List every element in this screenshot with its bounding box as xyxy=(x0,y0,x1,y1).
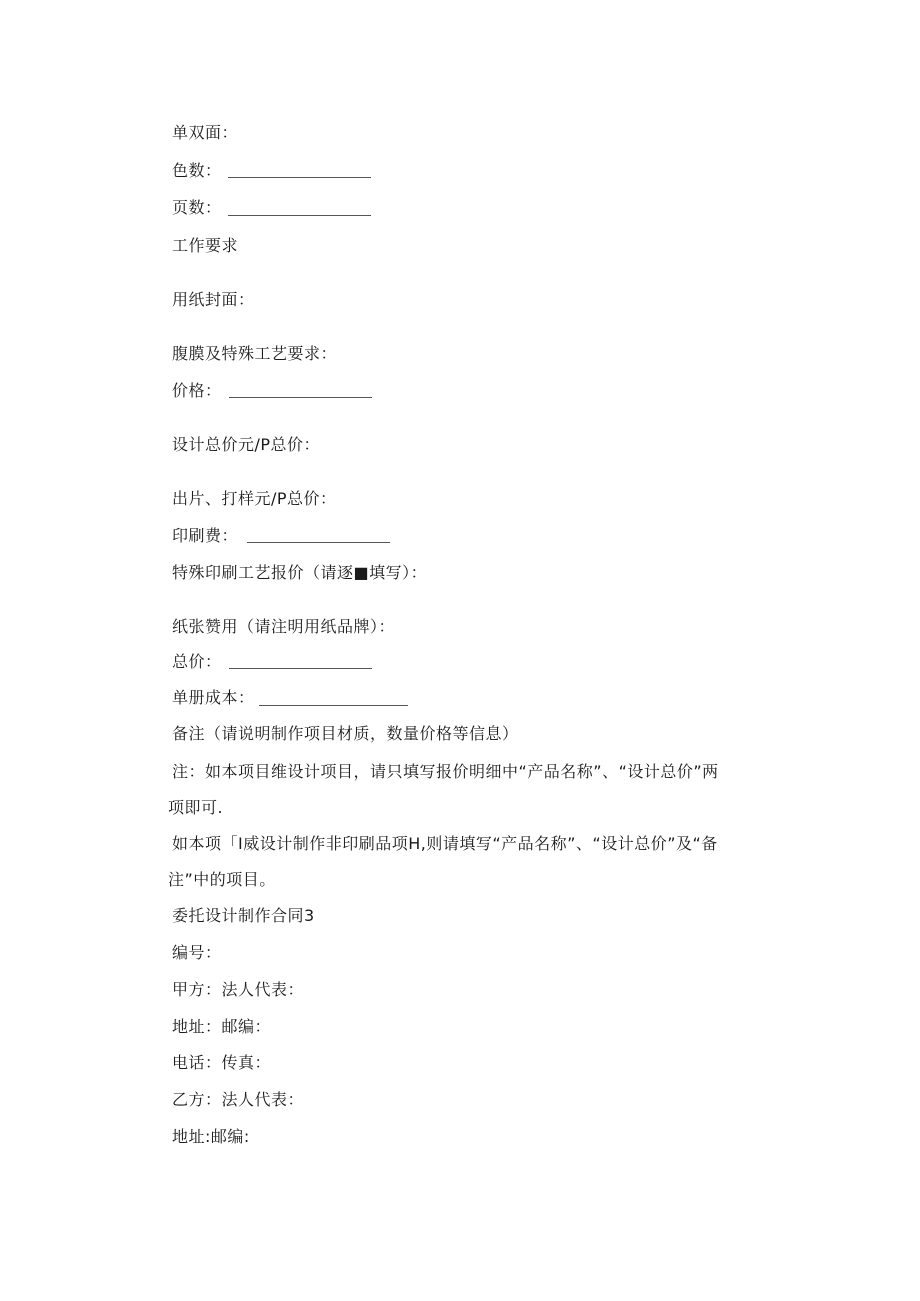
total-blank xyxy=(229,668,372,669)
work-requirements-heading: 工作要求 xyxy=(172,236,239,255)
page-count-label: 页数： xyxy=(172,198,222,217)
note-paragraph-1 xyxy=(168,762,782,818)
paper-cost-label: 纸张赞用（请注明用纸品牌）： xyxy=(172,617,396,636)
party-b-label: 乙方：法人代表： xyxy=(172,1090,305,1109)
note-1-line-1: 注：如本项目维设计项目，请只填写报价明细中“产品名称”、“设计总价”两 xyxy=(172,762,719,781)
total-label: 总价： xyxy=(172,652,222,671)
party-b-address-label: 地址:邮编: xyxy=(172,1127,250,1146)
note-1-line-2: 项即可. xyxy=(168,798,224,817)
price-label: 价格： xyxy=(172,381,222,400)
party-a-address-label: 地址：邮编： xyxy=(172,1017,272,1036)
film-proof-label: 出片、打样元/P总价： xyxy=(172,489,337,508)
single-double-label: 单双面： xyxy=(172,123,239,142)
unit-cost-label: 单册成本： xyxy=(172,688,255,707)
printing-fee-blank xyxy=(247,542,390,543)
design-total-label: 设计总价元/P总价： xyxy=(172,435,321,454)
paper-cover-label: 用纸封面： xyxy=(172,290,255,309)
contract-number-label: 编号： xyxy=(172,943,222,962)
unit-cost-blank xyxy=(259,705,408,706)
color-count-blank xyxy=(228,177,371,178)
phone-fax-label: 电话：传真： xyxy=(172,1053,272,1072)
price-blank xyxy=(229,397,372,398)
page-count-blank xyxy=(228,215,371,216)
printing-fee-label: 印刷费： xyxy=(172,526,239,545)
special-print-quote-label: 特殊印刷工艺报价（请逐■填写）： xyxy=(172,563,428,582)
note-paragraph-2 xyxy=(168,834,782,890)
remarks-label: 备注（请说明制作项目材质，数量价格等信息） xyxy=(172,724,519,743)
note-2-line-2: 注”中的项目。 xyxy=(168,870,276,889)
note-2-line-1: 如本项「I威设计制作非印刷品项H,则请填写“产品名称”、“设计总价”及“备 xyxy=(172,834,718,853)
contract-title: 委托设计制作合同3 xyxy=(172,906,315,925)
party-a-label: 甲方：法人代表： xyxy=(172,980,305,999)
color-count-label: 色数： xyxy=(172,161,222,180)
lamination-label: 腹膜及特殊工艺要求： xyxy=(172,344,338,363)
